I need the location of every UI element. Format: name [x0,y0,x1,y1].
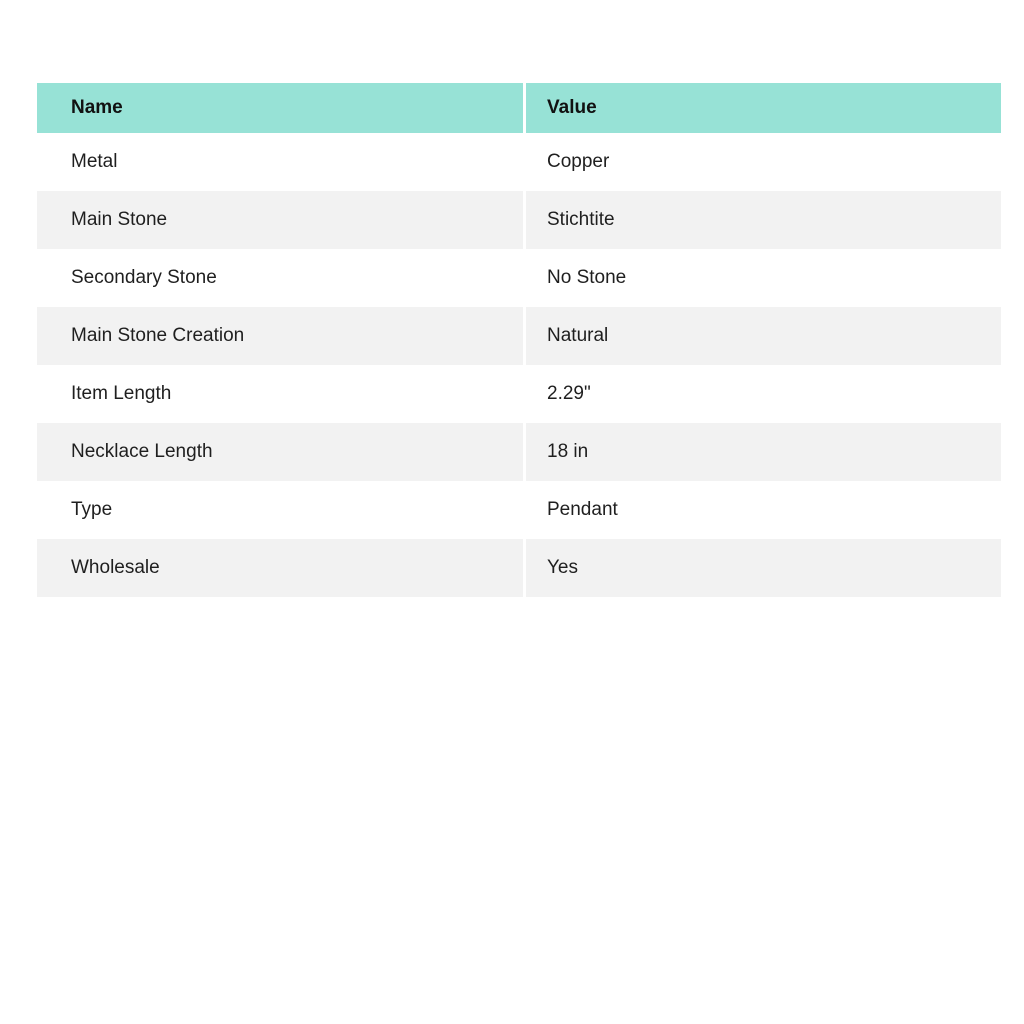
attribute-value: No Stone [526,249,1001,307]
attribute-value: Yes [526,539,1001,597]
attribute-value: 2.29" [526,365,1001,423]
attribute-value: Stichtite [526,191,1001,249]
table-row [37,539,1001,597]
table-header-row [37,83,1001,133]
table-row [37,365,1001,423]
table-row [37,423,1001,481]
attribute-value: Copper [526,133,1001,191]
attribute-name: Main Stone [37,191,523,249]
attribute-name: Type [37,481,523,539]
attribute-name: Necklace Length [37,423,523,481]
table-row [37,481,1001,539]
table-body [37,133,1001,597]
attribute-value: Natural [526,307,1001,365]
table-row [37,133,1001,191]
attribute-table [37,83,1001,597]
table-row [37,249,1001,307]
column-header-name: Name [37,83,523,133]
attribute-name: Wholesale [37,539,523,597]
attribute-value: 18 in [526,423,1001,481]
attribute-name: Metal [37,133,523,191]
attribute-name: Secondary Stone [37,249,523,307]
attribute-name: Item Length [37,365,523,423]
attribute-value: Pendant [526,481,1001,539]
table-row [37,307,1001,365]
column-header-value: Value [526,83,1001,133]
attribute-name: Main Stone Creation [37,307,523,365]
table-row [37,191,1001,249]
